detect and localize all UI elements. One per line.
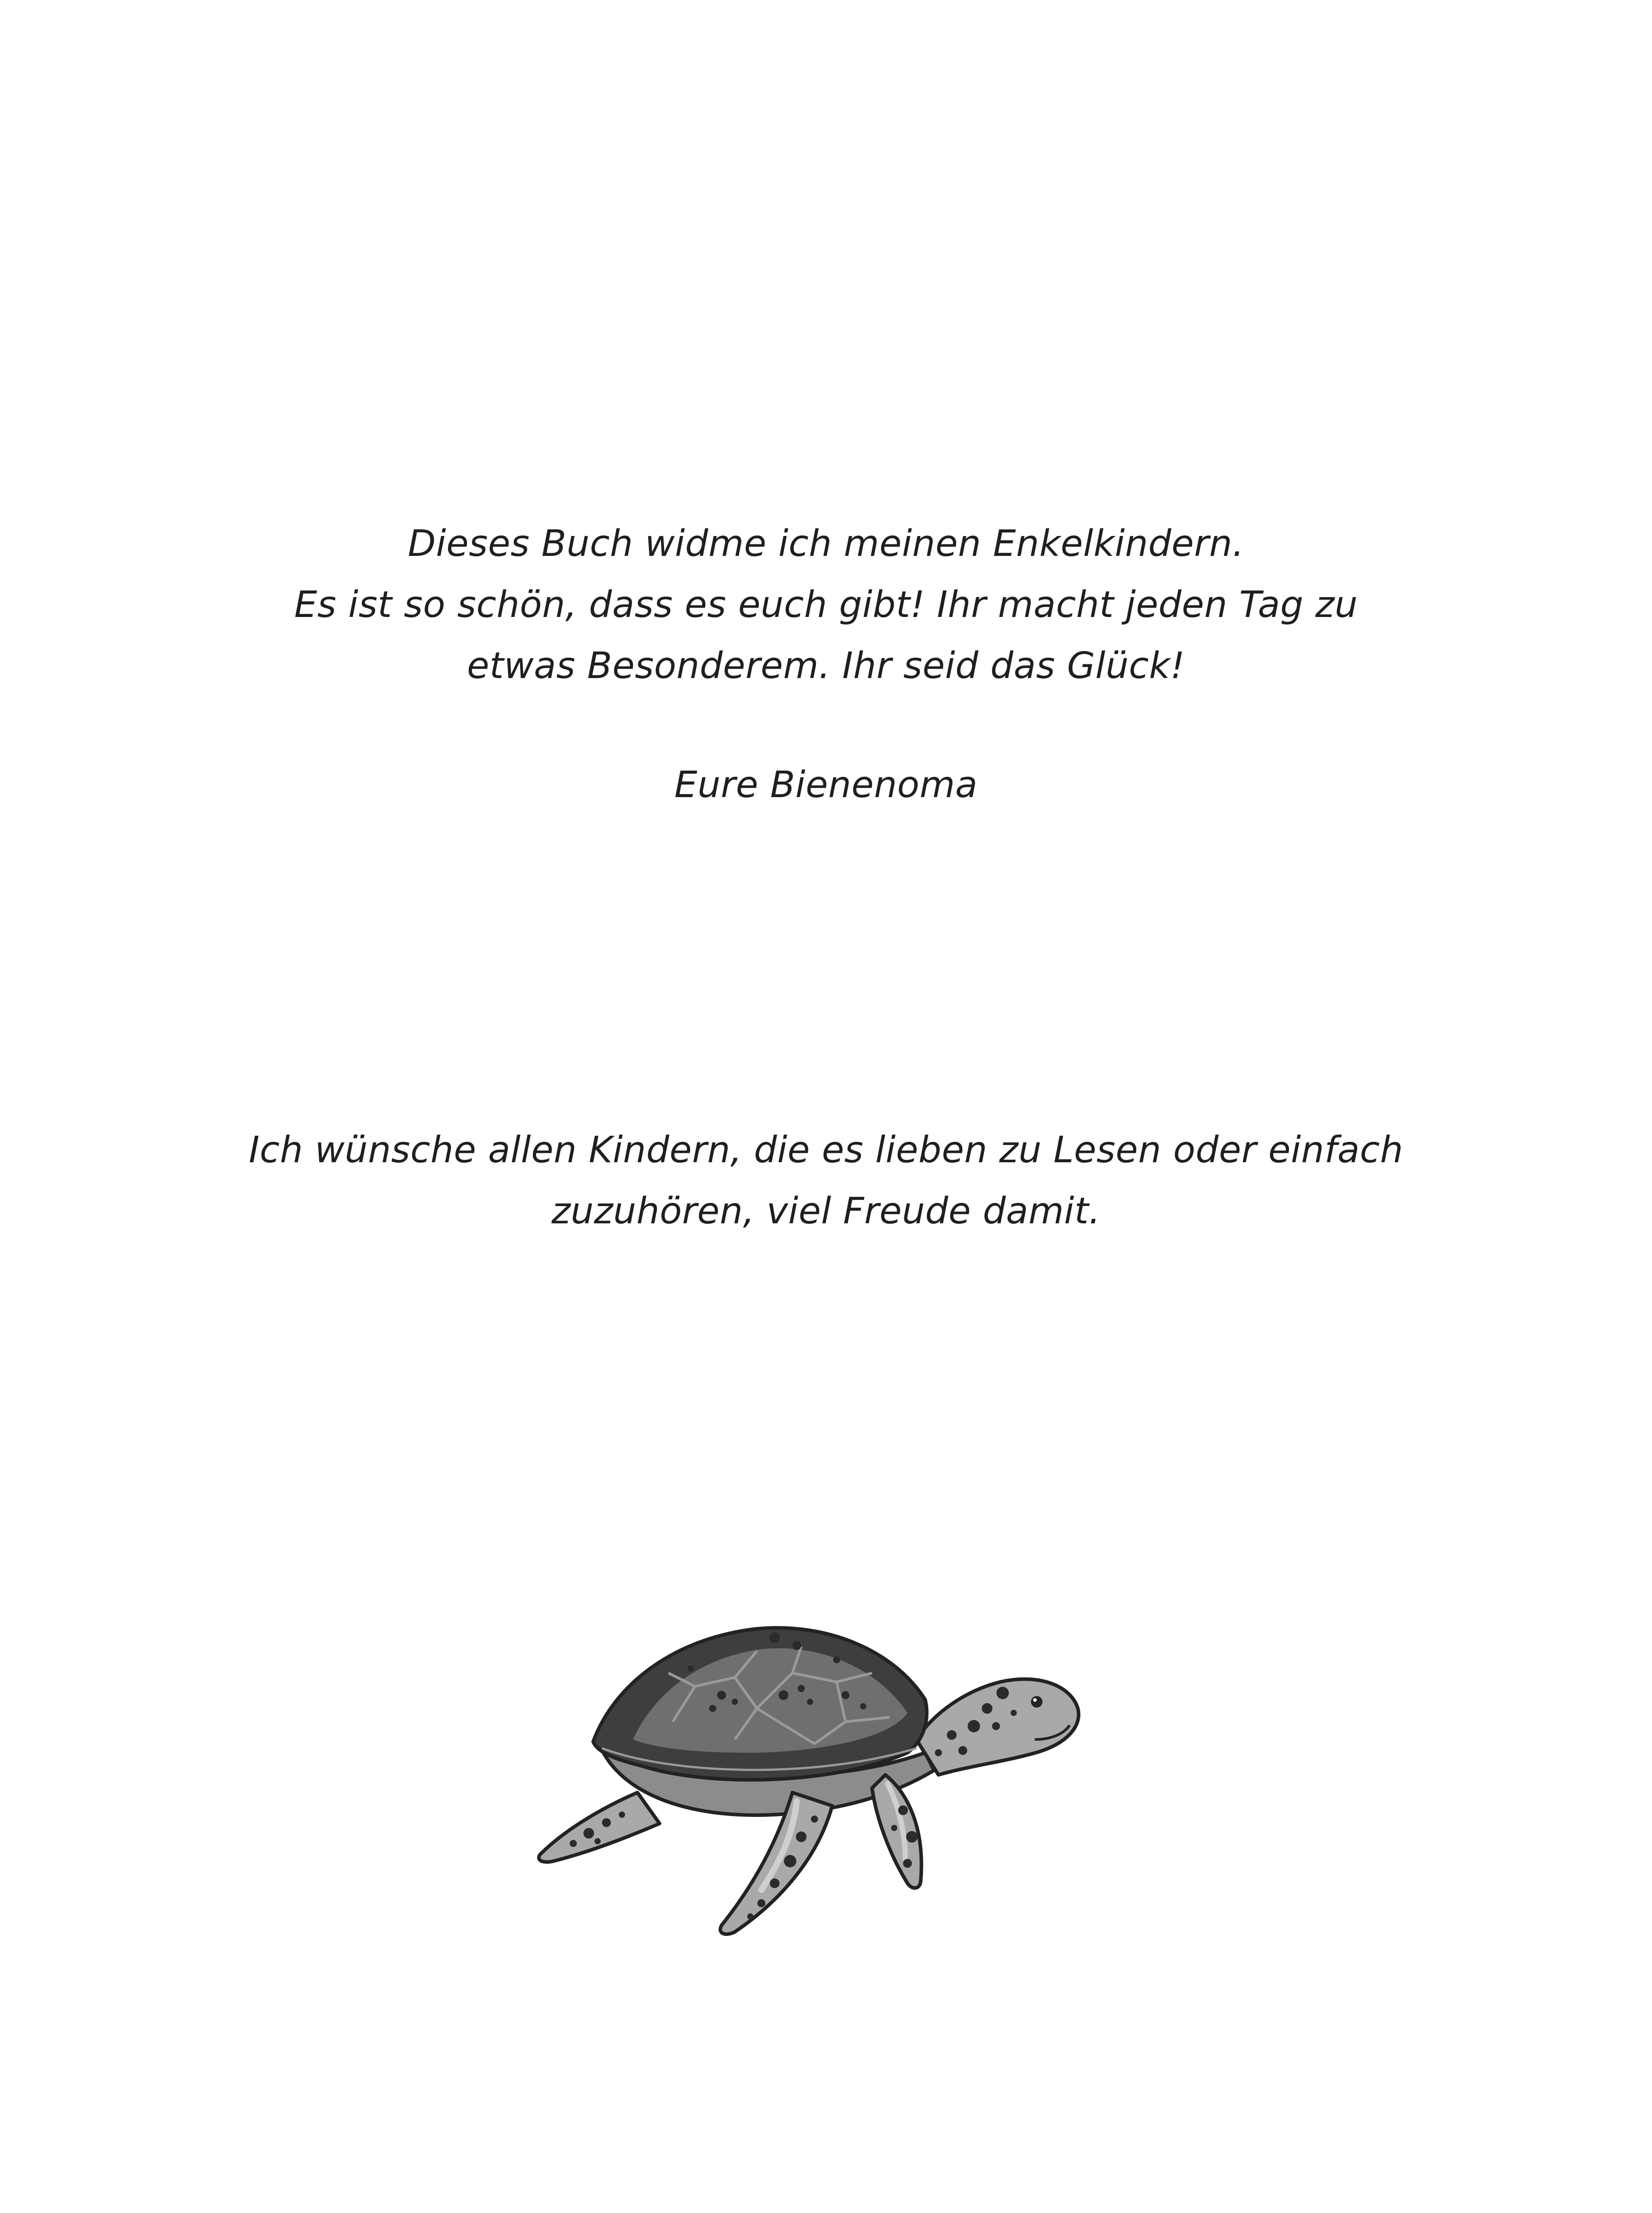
sea-turtle-icon [527,1607,1098,1961]
signature-line: Eure Bienenoma [674,764,978,806]
dedication-line: Dieses Buch widme ich meinen Enkelkindern. [408,523,1244,565]
wish-line: Ich wünsche allen Kindern, die es lieben zu Lesen oder einfach [248,1129,1404,1171]
front-flipper-upper [872,1775,922,1888]
signature-text [0,755,1652,816]
wish-line: zuzuhören, viel Freude damit. [551,1190,1101,1232]
rear-flipper [539,1793,660,1862]
dedication-line: Es ist so schön, dass es euch gibt! Ihr macht jeden Tag zu [294,584,1358,626]
wish-text [0,1120,1652,1242]
dedication-line: etwas Besonderem. Ihr seid das Glück! [467,645,1185,687]
dedication-text [0,513,1652,697]
